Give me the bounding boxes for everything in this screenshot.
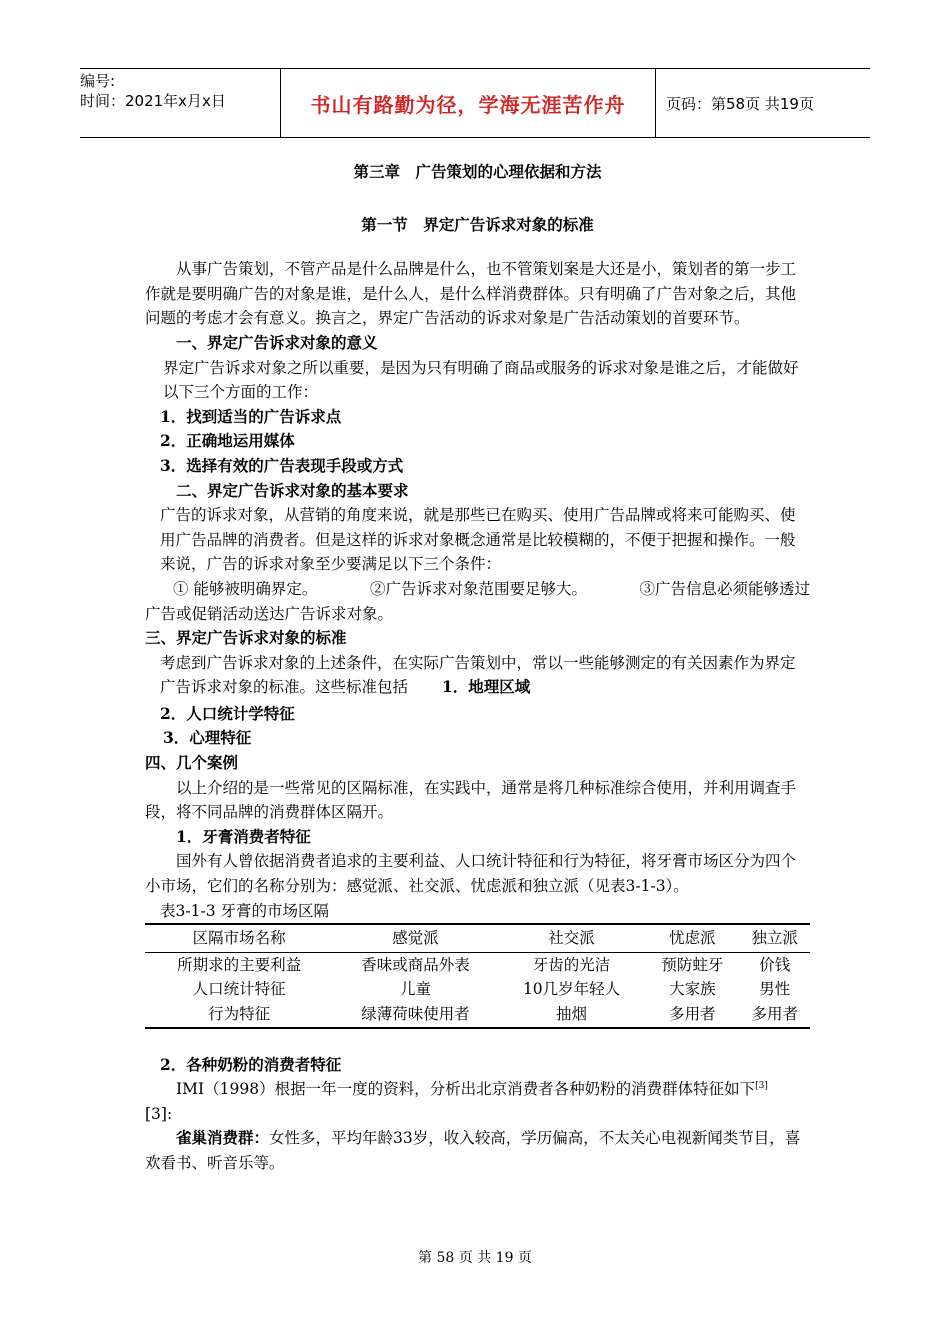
paragraph-6-continued: [3]: — [145, 1104, 173, 1123]
table-header-cell: 区隔市场名称 — [145, 924, 333, 952]
table-cell: 香味或商品外表 — [361, 955, 470, 974]
list-item-3: 3．选择有效的广告表现手段或方式 — [160, 455, 404, 475]
paragraph-3-text: 考虑到广告诉求对象的上述条件，在实际广告策划中，常以一些能够测定的有关因素作为界定广告诉求对象的标准。这些标准包括 — [160, 653, 796, 697]
table-row — [145, 1002, 810, 1028]
table-cell: 绿薄荷味使用者 — [333, 1002, 498, 1028]
table-cell: 多用者 — [645, 1002, 739, 1028]
table-cell: 行为特征 — [145, 1002, 333, 1028]
intro-paragraph: 从事广告策划，不管产品是什么品牌是什么，也不管策划案是大还是小，策划者的第一步工作就是要明确广告的对象是谁，是什么人，是什么样消费群体。只有明确了广告对象之后，其他问题的考虑才会有意义。换言之，界定广告活动的诉求对象是广告活动策划的首要环节。 — [145, 260, 797, 328]
paragraph-1-text: 界定广告诉求对象之所以重要，是因为只有明确了商品或服务的诉求对象是谁之后，才能做好以下三个方面的工作： — [163, 358, 799, 402]
paragraph-7 — [145, 1126, 810, 1175]
table-header-row — [145, 924, 810, 952]
condition-3: ③广告信息必须能够透过 — [639, 579, 810, 598]
table-row — [145, 952, 810, 977]
citation-superscript: [3] — [755, 1081, 768, 1092]
list-item-2: 2．正确地运用媒体 — [160, 431, 295, 451]
heading-3: 三、界定广告诉求对象的标准 — [145, 628, 347, 648]
table-cell: 所期求的主要利益 — [177, 955, 302, 974]
case-2-title: 2．各种奶粉的消费者特征 — [160, 1054, 342, 1074]
table-cell: 抽烟 — [498, 1002, 646, 1028]
standard-2: 2．人口统计学特征 — [160, 703, 295, 723]
standard-3: 3．心理特征 — [163, 728, 252, 748]
header-number: 编号: — [80, 72, 116, 90]
paragraph-7-text: 女性多，平均年龄33岁，收入较高，学历偏高，不太关心电视新闻类节目，喜欢看书、听音乐等。 — [145, 1129, 801, 1172]
paragraph-3 — [145, 651, 810, 700]
case-1-title: 1．牙膏消费者特征 — [176, 826, 311, 846]
table-header-cell: 独立派 — [739, 924, 810, 952]
paragraph-5: 国外有人曾依据消费者追求的主要利益、人口统计特征和行为特征，将牙膏市场区分为四个小市场，它们的名称分别为：感觉派、社交派、忧虑派和独立派（见表3-1-3）。 — [145, 852, 797, 896]
header-motto: 书山有路勤为径，学海无涯苦作舟 — [281, 69, 656, 137]
header-meta — [80, 69, 281, 137]
paragraph-6 — [145, 1077, 810, 1102]
table-cell: 预防蛀牙 — [661, 955, 724, 974]
table-header-cell: 社交派 — [498, 924, 646, 952]
table-header-cell: 感觉派 — [333, 924, 498, 952]
section-title: 第一节 界定广告诉求对象的标准 — [361, 214, 594, 234]
table-header-cell: 忧虑派 — [645, 924, 739, 952]
heading-1: 一、界定广告诉求对象的意义 — [176, 332, 378, 352]
table-cell: 大家族 — [669, 980, 716, 999]
header-date: 时间：2021年x月x日 — [80, 92, 226, 110]
header-page-info: 页码：第58页 共19页 — [666, 94, 814, 113]
paragraph-2: 广告的诉求对象，从营销的角度来说，就是那些已在购买、使用广告品牌或将来可能购买、使用广告品牌的消费者。但是这样的诉求对象概念通常是比较模糊的，不便于把握和操作。一般来说，广告的诉求对象至少要满足以下三个条件： — [160, 506, 796, 574]
page-header — [80, 68, 870, 138]
table-cell: 牙齿的光洁 — [532, 955, 611, 974]
paragraph-1 — [145, 356, 810, 405]
heading-4: 四、几个案例 — [145, 753, 239, 773]
heading-2: 二、界定广告诉求对象的基本要求 — [176, 480, 409, 500]
page-footer: 第 58 页 共 19 页 — [418, 1250, 532, 1266]
condition-1: ① 能够被明确界定。 — [173, 579, 318, 598]
table-cell: 10几岁年轻人 — [522, 980, 621, 999]
table-cell: 人口统计特征 — [192, 980, 286, 999]
nestle-group-label: 雀巢消费群： — [176, 1128, 270, 1148]
table-cell: 男性 — [759, 980, 791, 999]
conditions-row — [145, 577, 810, 602]
table-cell: 多用者 — [739, 1002, 810, 1028]
paragraph-6-text: IMI（1998）根据一年一度的资料，分析出北京消费者各种奶粉的消费群体特征如下 — [176, 1080, 756, 1099]
condition-3-continued: 广告或促销活动送达广告诉求对象。 — [145, 604, 394, 623]
table-caption: 表3-1-3 牙膏的市场区隔 — [160, 901, 329, 920]
table-cell: 儿童 — [399, 980, 431, 999]
paragraph-3-item-1: 1．地理区域 — [442, 677, 531, 697]
document-body — [145, 160, 810, 1176]
table-cell: 价钱 — [759, 955, 791, 974]
market-segment-table — [145, 923, 810, 1028]
list-item-1: 1．找到适当的广告诉求点 — [160, 406, 342, 426]
paragraph-4: 以上介绍的是一些常见的区隔标准，在实践中，通常是将几种标准综合使用，并利用调查手段，将不同品牌的消费群体区隔开。 — [145, 778, 797, 822]
condition-2: ②广告诉求对象范围要足够大。 — [369, 579, 587, 598]
table-row — [145, 977, 810, 1002]
chapter-title: 第三章 广告策划的心理依据和方法 — [353, 162, 602, 181]
